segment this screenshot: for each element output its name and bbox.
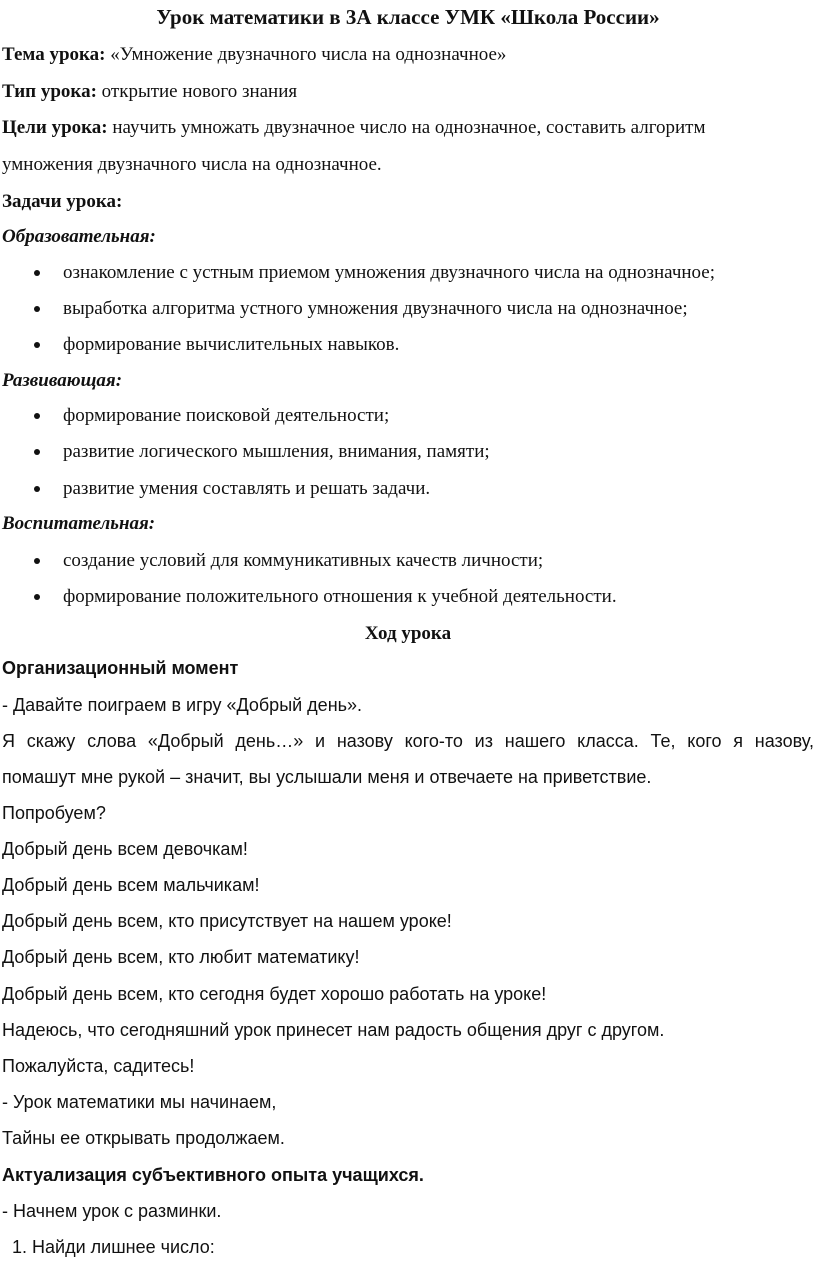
org-line: Попробуем? (2, 803, 106, 823)
bullet-text: развитие логического мышления, внимания, памяти; (63, 441, 490, 462)
bullet-icon (34, 270, 40, 276)
goals-text-1: научить умножать двузначное число на однозначное, составить алгоритм (107, 117, 706, 138)
educational-heading: Образовательная: (2, 226, 156, 247)
org-line: Добрый день всем, кто любит математику! (2, 947, 360, 967)
bullet-icon (34, 594, 40, 600)
actualization-heading: Актуализация субъективного опыта учащихся. (2, 1165, 424, 1185)
topic-label: Тема урока: (2, 44, 106, 65)
org-line: Пожалуйста, садитесь! (2, 1056, 195, 1076)
org-line: Добрый день всем девочкам! (2, 839, 248, 859)
type-label: Тип урока: (2, 81, 97, 102)
bullet-text: формирование положительного отношения к учебной деятельности. (63, 586, 617, 607)
org-line: Тайны ее открывать продолжаем. (2, 1128, 285, 1148)
org-line: помашут мне рукой – значит, вы услышали меня и отвечаете на приветствие. (2, 767, 652, 787)
type-value: открытие нового знания (96, 81, 298, 102)
org-line: Надеюсь, что сегодняшний урок принесет нам радость общения друг с другом. (2, 1020, 665, 1040)
topic-line (2, 43, 814, 67)
type-line (2, 80, 814, 104)
org-line: Добрый день всем, кто присутствует на нашем уроке! (2, 911, 452, 931)
goals-line-1 (2, 116, 814, 140)
goals-label: Цели урока: (2, 117, 108, 138)
bullet-icon (34, 558, 40, 564)
org-line: Я скажу слова «Добрый день…» и назову кого-то из нашего класса. Те, кого я назову, (2, 731, 814, 751)
bullet-text: формирование поисковой деятельности; (63, 405, 390, 426)
goals-line-2: умножения двузначного числа на однозначное. (2, 154, 382, 175)
bullet-text: ознакомление с устным приемом умножения двузначного числа на однозначное; (63, 262, 716, 283)
bullet-icon (34, 486, 40, 492)
bullet-icon (34, 413, 40, 419)
upbringing-heading: Воспитательная: (2, 513, 156, 534)
bullet-text: развитие умения составлять и решать задачи. (63, 478, 431, 499)
bullet-icon (34, 449, 40, 455)
bullet-text: выработка алгоритма устного умножения двузначного числа на однозначное; (63, 298, 688, 319)
bullet-text: создание условий для коммуникативных качеств личности; (63, 550, 544, 571)
tasks-heading: Задачи урока: (2, 191, 123, 212)
document-title: Урок математики в 3А классе УМК «Школа России» (156, 5, 660, 29)
lesson-heading: Ход урока (364, 623, 452, 644)
bullet-icon (34, 306, 40, 312)
numbered-item: 1. Найди лишнее число: (12, 1237, 215, 1257)
org-line: Добрый день всем, кто сегодня будет хорошо работать на уроке! (2, 984, 547, 1004)
bullet-text: формирование вычислительных навыков. (63, 334, 400, 355)
developing-heading: Развивающая: (2, 370, 123, 391)
org-heading: Организационный момент (2, 658, 239, 678)
org-line: Добрый день всем мальчикам! (2, 875, 260, 895)
actualization-line: - Начнем урок с разминки. (2, 1201, 222, 1221)
bullet-icon (34, 342, 40, 348)
org-line: - Урок математики мы начинаем, (2, 1092, 277, 1112)
org-line: - Давайте поиграем в игру «Добрый день». (2, 695, 363, 715)
topic-value: «Умножение двузначного числа на однозначное» (105, 44, 507, 65)
